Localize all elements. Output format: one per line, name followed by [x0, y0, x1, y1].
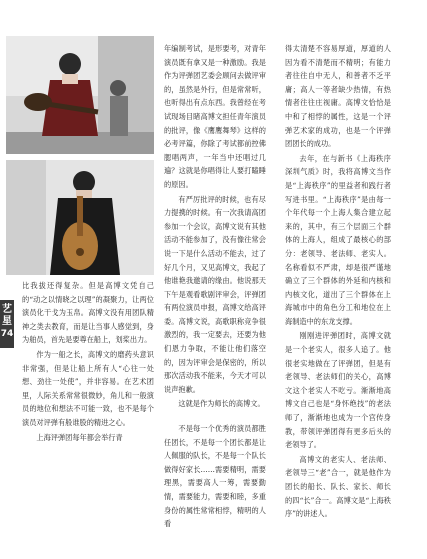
- text-column-middle: [164, 42, 266, 532]
- pipa-player-photo-bottom: [6, 160, 154, 275]
- paragraph: 高博文的老实人、老法师、老领导三“老”合一，就是他作为团长的船长、队长、家长、师长的四“长”合一。高博文是“上海秩序”的讲述人。: [285, 454, 391, 519]
- paragraph: 去年，在与新书《上海秩序深圳气质》时，我将高博文当作是“上海秩序”的里益者和践行者写进书里。“上海秩序”是由每一个年代每一个上海人集合建立起来的，其中，有三个层面三个群体的上海人，组成了最核心的部分：老领导、老法师、老实人。名称看似不严肃，却是很严谨地确立了三个群体的外延和内核和内核文化，道出了三个群体在上海城市中的角色分工和地位在上海制造中的东龙支撑。: [285, 153, 391, 326]
- paragraph: 有严厉批评的时候，也有尽力提携的时候。有一次我请高团参加一个会议，高博文说有其他活动不能参加了，没有像往常会说一下是什么活动不能去，过了好几个月，又见高博文，我起了他谁艳我邀请的缘由。他说那天下午是观看歌剧评审会，评弹团有两位演员申报，高博文给高评委。高博文说，高歌职称竞争很激烈的，我一定要去，还要为他们恩力争取，不能让他们落空的，因为评审会是保密的，所以那次活动我不能来，今天才可以说声抱歉。: [164, 194, 266, 394]
- paragraph: 得太清楚不容易厚道，厚道的人因为看不清楚而不精明；有能力者往往自中无人，和善者不乏平庸；高人一等者缺少热情，有热情者往往庄视庸。高博文恰恰是中和了相悖的属性，这是一个评弹艺术家的成功，也是一个评弹团团长的成功。: [285, 44, 391, 149]
- text-column-left: [22, 279, 154, 445]
- paragraph: 年编制考试，是形要考，对青年演员既有拿又是一种激励。我是作为评弹团艺委会顾问去做评审的，虽然是外行，但是常常听，也听得出有点东西。我曾经在考试现场目睹高博文担任青年演员的批评，像《鹰鹰舞琴》这样的必考评篇，你除了考试都前控佛腮唱两声，一年当中还唱过几遍？这就是你唱得让人要打瞌睡的原因。: [164, 44, 266, 189]
- paragraph: 这就是作为师长的高博文。: [178, 399, 265, 409]
- performer-photo-top: [6, 36, 154, 154]
- performer-photo-icon: [6, 36, 154, 154]
- paragraph: 作为一船之长，高博文的磨药头意识非常强，但是让船上所有人“心往一处想、劲往一处使”，并非容易。在艺术团里，人际关系常常很微妙，角儿和一般演员的地位和想法不可能一致，也不是每个演员对评弹有般谁股的精进之心。: [22, 349, 154, 427]
- section-tab-label: 艺星: [2, 304, 12, 327]
- paragraph: 比我拔还得复杂。但是高博文凭自己的“动之以情晓之以理”的凝聚力，让两位演员化干戈为玉帛。高博文没有用团队精神之类去教育，而是让当事人感觉到，身为舶员，首先是要尊在船上，划桨出力。: [22, 281, 154, 345]
- pipa-player-photo-icon: [6, 160, 154, 275]
- text-column-right: [285, 42, 391, 522]
- paragraph: 上海评弹团每年都会举行青: [36, 432, 123, 442]
- section-tab: [0, 300, 14, 348]
- page-number: 74: [0, 329, 14, 339]
- paragraph: 刚刚进评弹团时，高博文就是一个老实人，很多人追了。他很老实地做在了评弹团，但是有老领导、老法师们的关心，高博文这个老实人不吃亏。渐渐地高博文自己也是“身怀绝技”的老法师了，渐渐地也成为一个宫传身教，带领评弹团得有更多后头的老领导了。: [285, 331, 391, 450]
- paragraph: 不是每一个优秀的演员都胜任团长，不是每一个团长都是让人佩服的队长，不是每一个队长做得好家长……需要精明，需要理黑，需要高人一筹，需要勤情，需要能力，需要和睦，多重身份的属性常常相悖，精明的人看: [164, 424, 266, 529]
